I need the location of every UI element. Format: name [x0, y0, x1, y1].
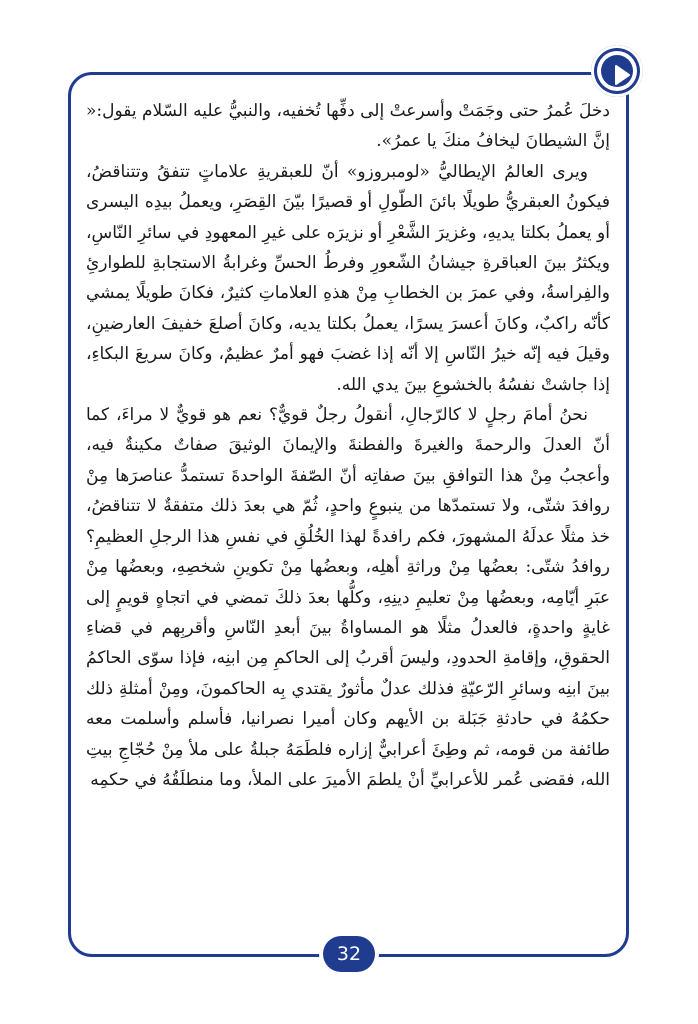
paragraph-1: دخلَ عُمرُ حتى وجَمَتْ وأسرعتْ إلى دفِّها تُخفيه، والنبيُّ عليه السّلام يقول:« إنَّ الشيطانَ ليخافُ منكَ يا عمرُ».: [86, 101, 610, 152]
body-text: [86, 96, 610, 795]
page-number-badge: 32: [323, 936, 375, 972]
play-icon-core: [601, 55, 633, 87]
play-icon-ring: [597, 51, 637, 91]
play-triangle-icon: [610, 63, 632, 87]
paragraph-3: نحنُ أمامَ رجلٍ لا كالرّجالِ، أنقولُ رجلٌ قويٌّ؟ نعم هو قويٌّ لا مراءَ، كما أنّ العدلَ والرحمةَ والغيرةَ والفطنةَ والإيمانَ الوثيقَ صفاتٌ مكينةٌ فيه، وأعجبُ مِنْ هذا التوافقِ بينَ صفاتِه أنّ الصّفةَ الواحدةَ تستمدُّ عناصرَها مِنْ روافدَ شتّى، ولا تستمدّها من ينبوعٍ واحدٍ، ثُمّ هي بعدَ ذلك متفقةٌ لا تتناقضُ، خذ مثلًا عدلَهُ المشهورَ، فكم رافدةً لهذا الخُلُقِ في نفسِ هذا الرجلِ العظيمِ؟ روافدُ شتّى: بعضُها مِنْ وراثةِ أهلِه، وبعضُها مِنْ تكوينِ شخصِهِ، وبعضُها مِنْ عبَرِ أيّامِه، وبعضُها مِنْ تعليمِ دينِهِ، وكلُّها بعدَ ذلكَ تمضي في اتجاهٍ قويمٍ إلى غايةٍ واحدةٍ، فالعدلُ مثلًا هو المساواةُ بينَ أبعدِ النّاسِ وأقربِهم في قضاءِ الحقوقِ، وإقامةِ الحدودِ، وليسَ أقربُ إلى الحاكمِ مِن ابنِه، فإذا سوّى الحاكمُ بينَ ابنِه وسائرِ الرّعيّةِ فذلك عدلٌ مأثورٌ يقتدي بِه الحاكمونَ، ومِنْ أمثلةِ ذلك حكمُهُ في حادثةِ جَبَلة بن الأيهم وكان أميرا نصرانيا، فأسلم وأسلمت معه طائفة من قومه، ثم وطِئَ أعرابيٌّ إزاره فلطَمَهُ جبلةُ على ملأ مِنْ حُجّاجِ بيتِ الله، فقضى عُمر للأعرابيِّ أنْ يلطمَ الأميرَ على الملأ، وما منطلَقُهُ في حكمِه: [86, 405, 610, 790]
paragraph-2: ويرى العالمُ الإيطاليُّ «لومبروزو» أنّ للعبقريةِ علاماتٍ تتفقُ وتتناقضُ، فيكونُ العبقريُّ طويلًا بائنَ الطّولِ أو قصيرًا بيّنَ القِصَرِ، ويعملُ بيدِه اليسرى أو يعملُ بكلتا يديهِ، وغزيرَ الشَّعْرِ أو نزيرَه على غيرِ المعهودِ في سائرِ النّاسِ، ويكثرُ بينَ العباقرةِ جيشانُ الشّعورِ وفرطُ الحسِّ وغرابةُ الاستجابةِ للطوارئِ والفِراسةُ، وفي عمرَ بن الخطابِ مِنْ هذهِ العلاماتِ كثيرٌ، فكانَ طويلًا يمشي كأنّه راكبٌ، وكانَ أعسرَ يسرًا، يعملُ بكلتا يديه، وكانَ أصلعَ خفيفَ العارضينِ، وقيلَ فيه إنّه خيرُ النّاسِ إلا أنّه إذا غضبَ فهو أمرٌ عظيمٌ، وكانَ سريعَ البكاءِ، إذا جاشتْ نفسُهُ بالخشوعِ بينَ يدي الله.: [86, 161, 610, 395]
play-icon[interactable]: [591, 45, 643, 97]
